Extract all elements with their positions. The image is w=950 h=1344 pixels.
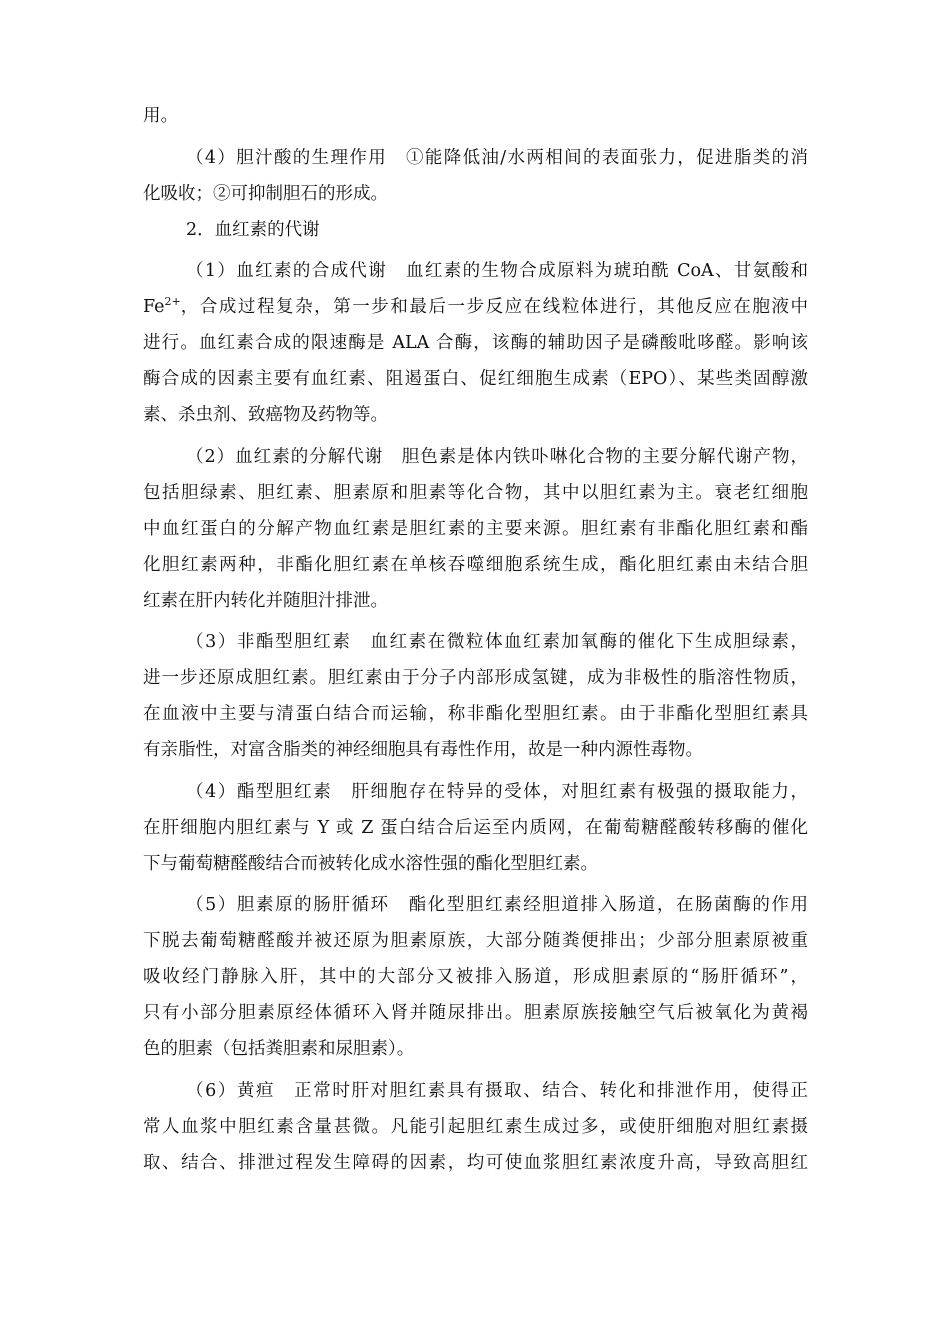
text-line: 在血液中主要与清蛋白结合而运输，称非酯化型胆红素。由于非酯化型胆红素具 bbox=[143, 704, 808, 724]
iron-symbol: Fe bbox=[143, 297, 165, 317]
text-line: 有亲脂性，对富含脂类的神经细胞具有毒性作用，故是一种内源性毒物。 bbox=[143, 740, 703, 760]
text-line: （1）血红素的合成代谢 血红素的生物合成原料为琥珀酰 CoA、甘氨酸和 bbox=[186, 261, 808, 281]
text-line: 吸收经门静脉入肝，其中的大部分又被排入肠道，形成胆素原的“肠肝循环”， bbox=[143, 967, 808, 987]
text-line: （5）胆素原的肠肝循环 酯化型胆红素经胆道排入肠道，在肠菌酶的作用 bbox=[186, 895, 808, 915]
iron-charge: 2+ bbox=[164, 296, 181, 309]
section-heading: 2．血红素的代谢 bbox=[186, 220, 320, 240]
text-line: （2）血红素的分解代谢 胆色素是体内铁卟啉化合物的主要分解代谢产物， bbox=[186, 447, 808, 467]
text-line: 在肝细胞内胆红素与 Y 或 Z 蛋白结合后运至内质网，在葡萄糖醛酸转移酶的催化 bbox=[143, 818, 808, 838]
text-line: 化吸收；②可抑制胆石的形成。 bbox=[143, 184, 388, 204]
text-line: 下与葡萄糖醛酸结合而被转化成水溶性强的酯化型胆红素。 bbox=[143, 854, 598, 874]
text-line: 进一步还原成胆红素。胆红素由于分子内部形成氢键，成为非极性的脂溶性物质， bbox=[143, 668, 808, 688]
text-line: 中血红蛋白的分解产物血红素是胆红素的主要来源。胆红素有非酯化胆红素和酯 bbox=[143, 519, 808, 539]
text-line: （4）酯型胆红素 肝细胞存在特异的受体，对胆红素有极强的摄取能力， bbox=[186, 782, 808, 802]
text-line-with-formula bbox=[143, 296, 808, 318]
text-line: 进行。血红素合成的限速酶是 ALA 合酶，该酶的辅助因子是磷酸吡哆醛。影响该 bbox=[143, 333, 808, 353]
text-line: 用。 bbox=[143, 106, 178, 126]
text-line: 素、杀虫剂、致癌物及药物等。 bbox=[143, 405, 388, 425]
text-line: ，合成过程复杂，第一步和最后一步反应在线粒体进行，其他反应在胞液中 bbox=[180, 297, 808, 317]
text-line: （6）黄疸 正常时肝对胆红素具有摄取、结合、转化和排泄作用，使得正 bbox=[186, 1081, 808, 1101]
text-line: 包括胆绿素、胆红素、胆素原和胆素等化合物，其中以胆红素为主。衰老红细胞 bbox=[143, 483, 808, 503]
text-line: 红素在肝内转化并随胆汁排泄。 bbox=[143, 591, 388, 611]
text-line: 只有小部分胆素原经体循环入肾并随尿排出。胆素原族接触空气后被氧化为黄褐 bbox=[143, 1003, 808, 1023]
text-line: （3）非酯型胆红素 血红素在微粒体血红素加氧酶的催化下生成胆绿素， bbox=[186, 632, 808, 652]
text-line: 化胆红素两种，非酯化胆红素在单核吞噬细胞系统生成，酯化胆红素由未结合胆 bbox=[143, 555, 808, 575]
iron-ion-formula bbox=[143, 296, 181, 318]
text-line: 下脱去葡萄糖醛酸并被还原为胆素原族，大部分随粪便排出；少部分胆素原被重 bbox=[143, 931, 808, 951]
text-line: （4）胆汁酸的生理作用 ①能降低油/水两相间的表面张力，促进脂类的消 bbox=[186, 148, 808, 168]
text-line: 色的胆素（包括粪胆素和尿胆素）。 bbox=[143, 1039, 415, 1059]
text-line: 常人血浆中胆红素含量甚微。凡能引起胆红素生成过多，或使肝细胞对胆红素摄 bbox=[143, 1117, 808, 1137]
text-line: 取、结合、排泄过程发生障碍的因素，均可使血浆胆红素浓度升高，导致高胆红 bbox=[143, 1153, 808, 1173]
text-line: 酶合成的因素主要有血红素、阻遏蛋白、促红细胞生成素（EPO）、某些类固醇激 bbox=[143, 369, 808, 389]
